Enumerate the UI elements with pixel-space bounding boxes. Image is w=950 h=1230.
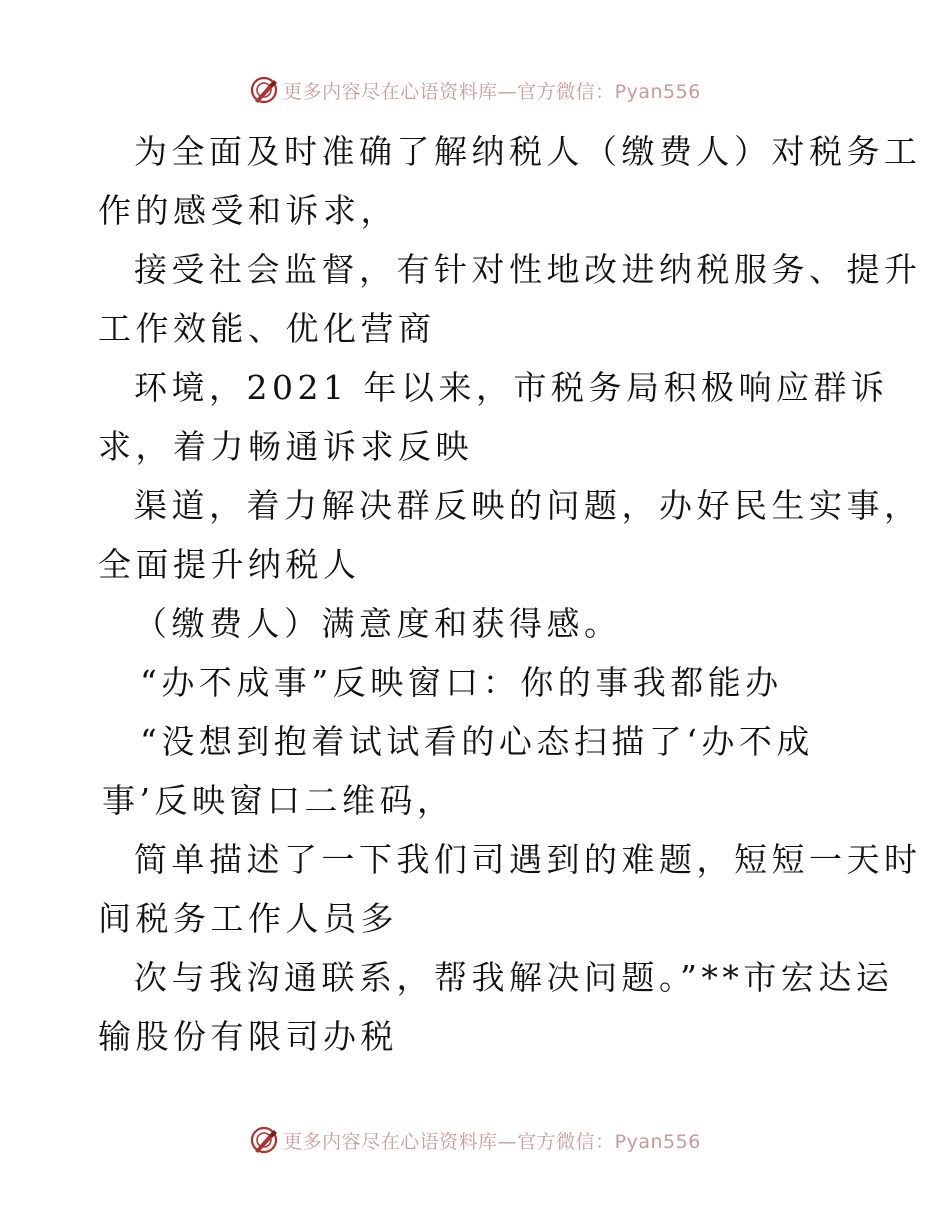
paragraph-line: 渠道，着力解决群反映的问题，办好民生实事，	[134, 486, 922, 525]
watermark-text: 更多内容尽在心语资料库—官方微信：Pyan556	[283, 80, 701, 103]
document-body	[98, 122, 922, 1066]
paragraph-line: 次与我沟通联系，帮我解决问题。”**市宏达运	[134, 958, 894, 997]
paragraph-line: 作的感受和诉求，	[98, 191, 398, 230]
paragraph-line: 求，着力畅通诉求反映	[98, 427, 473, 466]
paragraph-line: 事’反映窗口二维码，	[102, 781, 455, 820]
paragraph-line: “办不成事”反映窗口：你的事我都能办	[140, 663, 783, 702]
pen-logo-icon	[249, 1125, 279, 1155]
header-watermark	[0, 70, 950, 110]
paragraph-line: 工作效能、优化营商	[98, 309, 436, 348]
paragraph-line: 接受社会监督，有针对性地改进纳税服务、提升	[134, 250, 922, 289]
paragraph-line: 环境，2021 年以来，市税务局积极响应群诉	[134, 368, 889, 407]
paragraph-line: 全面提升纳税人	[98, 545, 361, 584]
paragraph-line: 简单描述了一下我们司遇到的难题，短短一天时	[134, 840, 922, 879]
watermark-text: 更多内容尽在心语资料库—官方微信：Pyan556	[283, 1130, 701, 1153]
pen-logo-icon	[249, 75, 279, 105]
paragraph-line: 为全面及时准确了解纳税人（缴费人）对税务工	[134, 132, 922, 171]
paragraph-line: “没想到抱着试试看的心态扫描了‘办不成	[140, 722, 814, 761]
paragraph-line: （缴费人）满意度和获得感。	[134, 604, 622, 643]
paragraph-line: 输股份有限司办税	[98, 1017, 398, 1056]
paragraph-line: 间税务工作人员多	[98, 899, 398, 938]
footer-watermark	[0, 1120, 950, 1160]
